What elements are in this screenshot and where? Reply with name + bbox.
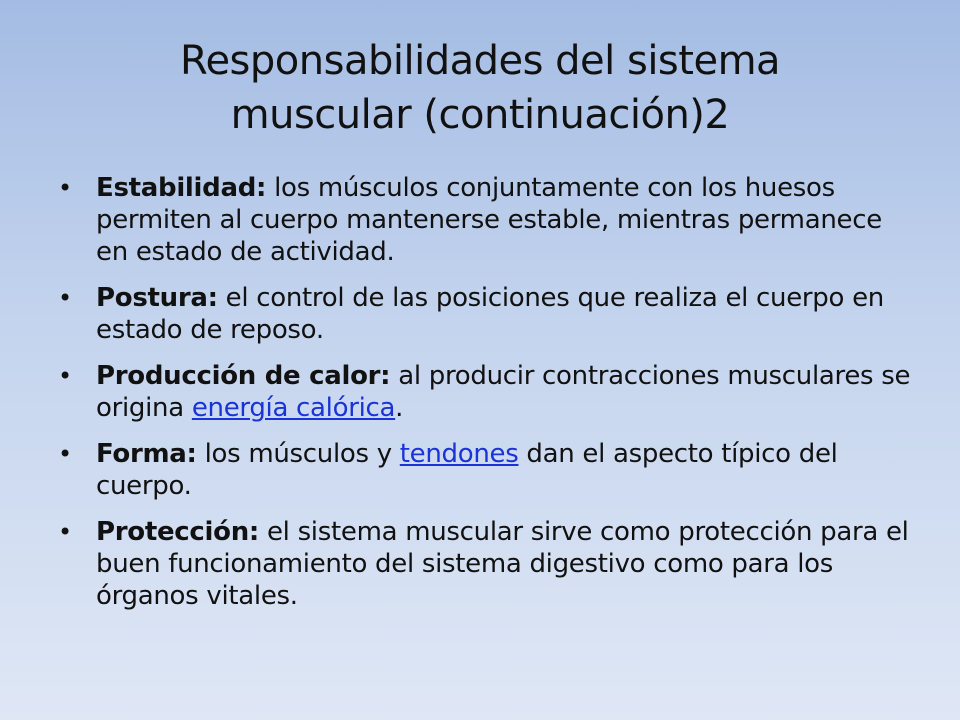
bullet-item-produccion-de-calor bbox=[56, 360, 916, 424]
bullet-text-end: . bbox=[395, 393, 404, 423]
bullet-icon: • bbox=[58, 518, 72, 546]
bullet-text: el control de las posiciones que realiza el cuerpo en estado de reposo. bbox=[96, 283, 884, 345]
bullet-item-forma bbox=[56, 438, 916, 502]
bullet-text: los músculos conjuntamente con los huesos permiten al cuerpo mantenerse estable, mientras permanece en estado de actividad. bbox=[96, 173, 882, 267]
bullet-text: los músculos y bbox=[196, 439, 400, 469]
bullet-icon: • bbox=[58, 362, 72, 390]
bullet-term: Postura: bbox=[96, 283, 218, 313]
bullet-icon: • bbox=[58, 284, 72, 312]
slide-title bbox=[80, 34, 880, 142]
bullet-icon: • bbox=[58, 174, 72, 202]
bullet-text-end: dan el aspecto típico del cuerpo. bbox=[96, 439, 838, 501]
bullet-list bbox=[56, 172, 916, 626]
bullet-item-proteccion bbox=[56, 516, 916, 612]
bullet-item-estabilidad bbox=[56, 172, 916, 268]
bullet-item-postura bbox=[56, 282, 916, 346]
bullet-icon: • bbox=[58, 440, 72, 468]
title-line-2: muscular (continuación)2 bbox=[230, 92, 730, 138]
bullet-term: Estabilidad: bbox=[96, 173, 267, 203]
bullet-term: Producción de calor: bbox=[96, 361, 391, 391]
energia-calorica-link[interactable]: energía calórica bbox=[191, 393, 396, 423]
bullet-text: al producir contracciones musculares se origina bbox=[96, 361, 911, 423]
bullet-term: Protección: bbox=[96, 517, 260, 547]
bullet-term: Forma: bbox=[96, 439, 197, 469]
bullet-text: el sistema muscular sirve como protección para el buen funcionamiento del sistema digestivo como para los órganos vitales. bbox=[96, 517, 909, 611]
tendones-link[interactable]: tendones bbox=[399, 439, 519, 469]
title-line-1: Responsabilidades del sistema bbox=[179, 38, 781, 84]
